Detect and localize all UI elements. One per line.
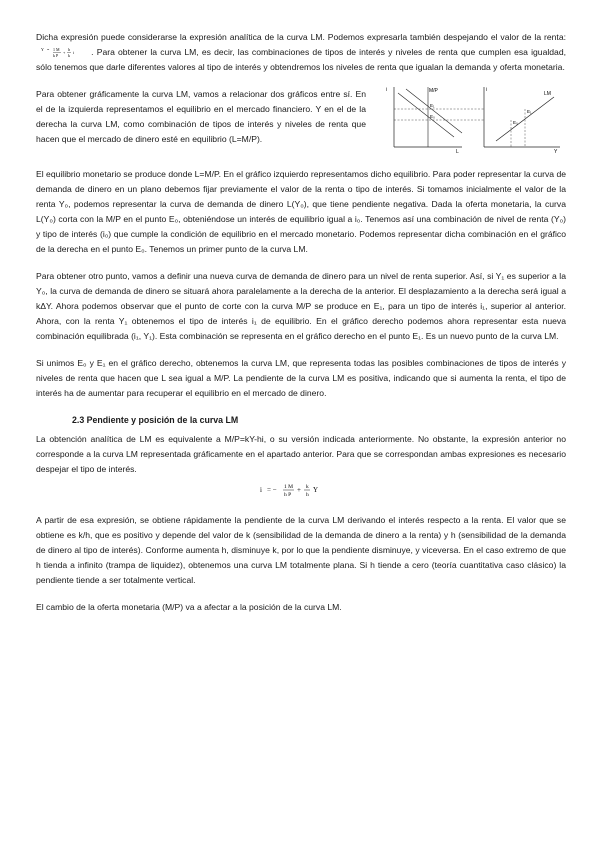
paragraph-8: El cambio de la oferta monetaria (M/P) va a afectar a la posición de la curva LM.	[36, 602, 342, 612]
paragraph-1	[36, 30, 566, 75]
right-y-axis-label: Y	[554, 149, 558, 155]
svg-text:+: +	[297, 486, 301, 494]
svg-text:h: h	[306, 492, 309, 498]
svg-text:k: k	[306, 484, 309, 490]
paragraph-3: El equilibrio monetario se produce donde L=M/P. En el gráfico izquierdo representamos dicho equilibrio. Para poder representar la curva de demanda de dinero en un plano debemos fijar previamente el valor de la renta o tipo de interés. Si tomamos inicialmente el valor de la renta Y₀, podemos representar la curva de demanda de dinero L(Y₀), que tiene pendiente negativa. Dada la oferta monetaria, la curva L(Y₀) corta con la M/P en el punto E₀, obteniéndose un interés de equilibrio igual a i₀. Tenemos así una combinación de nivel de renta (Y₀) y tipo de interés (i₀) que cumple la condición de equilibrio en el mercado monetario. Podemos representar dicha combinación en el gráfico de la derecha en el punto E₀. Tenemos un primer punto de la curva LM.	[36, 169, 566, 254]
right-e0-label: E₀	[513, 120, 518, 125]
document-page	[36, 30, 566, 627]
svg-text:Y: Y	[313, 486, 319, 494]
svg-text:Y: Y	[41, 46, 44, 52]
money-demand-y0	[398, 93, 454, 137]
left-i-axis-label: i	[386, 87, 388, 93]
svg-text:h P: h P	[284, 492, 292, 498]
paragraph-1-text-b: . Para obtener la curva LM, es decir, las combinaciones de tipos de interés y niveles de renta que cumplen esa igualdad, sólo tenemos que darle diferentes valores al tipo de interés y obtendremos los niveles de renta que igualan la demanda y oferta monetaria.	[36, 47, 566, 72]
paragraph-2: Para obtener gráficamente la curva LM, vamos a relacionar dos gráficos entre sí. En el de la izquierda representamos el equilibrio en el mercado financiero. Y en el de la derecha la curva LM, como combinación de tipos de interés y niveles de renta que hacen que el mercado de dinero esté en equilibrio (L=M/P).	[36, 89, 366, 144]
interest-formula-svg	[256, 481, 346, 499]
paragraph-2-with-figure	[36, 87, 566, 155]
svg-text:1 M: 1 M	[284, 484, 294, 490]
section-heading: 2.3 Pendiente y posición de la curva LM	[72, 415, 239, 425]
svg-text:+: +	[63, 49, 66, 55]
right-i-axis-label: i	[486, 87, 488, 93]
left-e0-label: E₀	[430, 114, 435, 119]
svg-text:k P: k P	[53, 52, 59, 58]
lm-label: LM	[544, 91, 551, 97]
formula-i: i	[260, 486, 262, 494]
svg-text:= −: = −	[267, 486, 277, 494]
paragraph-4: Para obtener otro punto, vamos a definir una nueva curva de demanda de dinero para un nivel de renta superior. Así, si Y₁ es superior a la Y₀, la curva de demanda de dinero se situará ahora paralelamente a la derecha de la anterior. El desplazamiento a la derecha será igual a kΔY. Ahora podemos observar que el punto de corte con la curva M/P se produce en E₁, para un tipo de interés i₁, superior al anterior. Ahora, con la renta Y₁ obtenemos el tipo de interés i₁ de equilibrio. En el gráfico derecho podemos ahora representar esta nueva combinación equilibrada (i₁, Y₁). Esta combinación se representa en el gráfico derecho en el punto E₁. Es un nuevo punto de la curva LM.	[36, 271, 566, 341]
mp-label: M/P	[429, 88, 438, 94]
paragraph-5: Si unimos E₀ y E₁ en el gráfico derecho, obtenemos la curva LM, que representa todas las posibles combinaciones de tipos de interés y niveles de renta que hacen que L sea igual a M/P. La pendiente de la curva LM es positiva, indicando que si aumenta la renta, el tipo de interés ha de aumentar para recuperar el equilibrio en el mercado de dinero.	[36, 358, 566, 398]
inline-formula-renta	[40, 47, 84, 59]
svg-text:h: h	[68, 46, 70, 52]
svg-text:1 M: 1 M	[53, 46, 60, 52]
paragraph-6: La obtención analítica de LM es equivalente a M/P=kY-hi, o su versión indicada anteriormente. No obstante, la expresión anterior no corresponde a la curva LM representada gráficamente en el apartado anterior. Para que se correspondan ambas expresiones es necesario despejar el tipo de interés.	[36, 434, 566, 474]
lm-derivation-figure	[384, 83, 564, 155]
paragraph-1-text-a: Dicha expresión puede considerarse la expresión analítica de la curva LM. Podemos expresarla también despejando el valor de la renta:	[36, 32, 566, 42]
interest-formula	[36, 481, 566, 499]
right-e1-label: E₁	[527, 109, 532, 114]
svg-text:i: i	[73, 49, 75, 55]
left-l-axis-label: L	[456, 149, 459, 155]
svg-text:=: =	[47, 46, 50, 52]
money-demand-y1	[406, 89, 462, 133]
svg-text:k: k	[68, 52, 70, 58]
paragraph-7: A partir de esa expresión, se obtiene rápidamente la pendiente de la curva LM derivando el interés respecto a la renta. El valor que se obtiene es k/h, que es positivo y depende del valor de k (sensibilidad de la demanda de dinero a la renta) y h (sensibilidad de la demanda de dinero al tipo de interés). Conforme aumenta h, disminuye k, por lo que la pendiente disminuye, y viceversa. En el caso extremo de que h tienda a infinito (trampa de liquidez), obtenemos una curva LM totalmente plana. Si h tiende a cero (teoría cuantitativa caso clásico) la pendiente tiende a ser totalmente vertical.	[36, 515, 566, 585]
left-e1-label: E₁	[430, 103, 435, 108]
